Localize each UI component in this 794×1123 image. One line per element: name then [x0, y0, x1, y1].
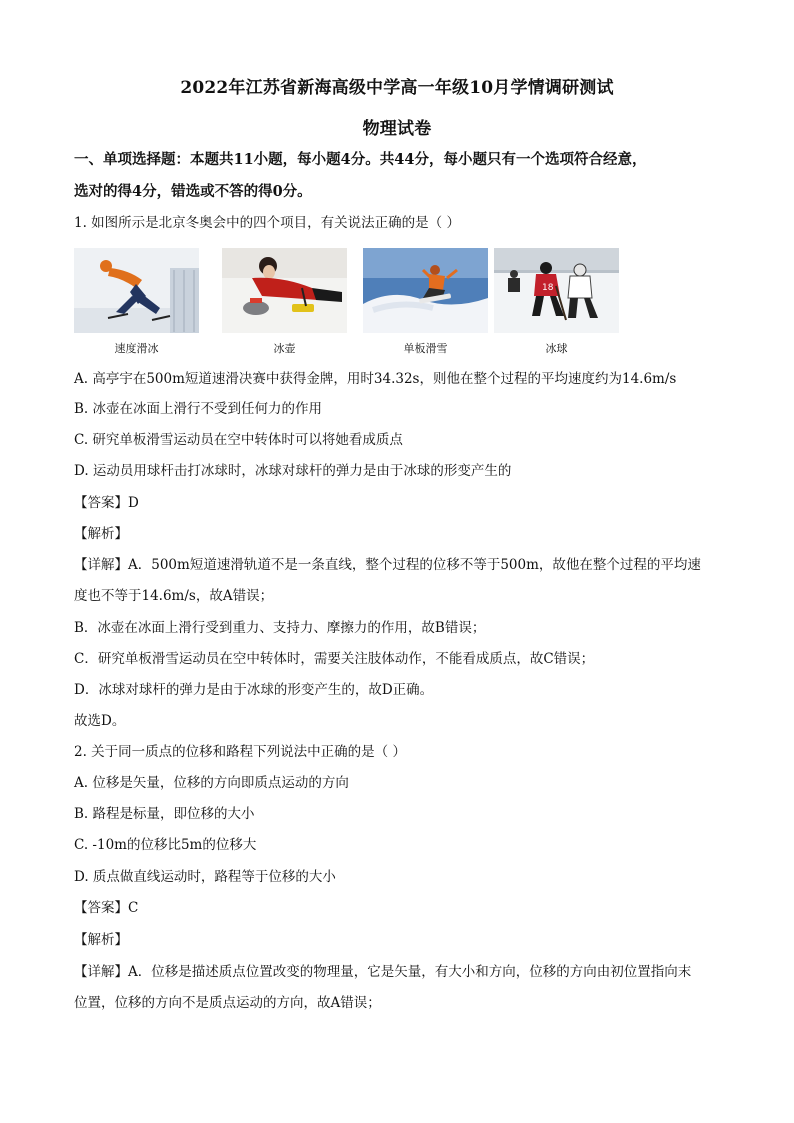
q2-option-b: B. 路程是标量，即位移的大小	[74, 806, 255, 822]
ice-hockey-photo	[494, 248, 619, 333]
q1-analysis-label: 【解析】	[74, 526, 128, 542]
q1-option-a: A. 高亭宇在500m短道速滑决赛中获得金牌，用时34.32s，则他在整个过程的平均速度约为14.6m/s	[74, 371, 677, 387]
q2-analysis-label: 【解析】	[74, 932, 128, 948]
snowboarding-photo	[363, 248, 488, 333]
svg-text:18: 18	[542, 283, 554, 293]
q1-option-d: D. 运动员用球杆击打冰球时，冰球对球杆的弹力是由于冰球的形变产生的	[74, 463, 512, 479]
q2-option-a: A. 位移是矢量，位移的方向即质点运动的方向	[74, 775, 349, 791]
speed-skating-photo	[74, 248, 199, 333]
q1-detail-line1: 【详解】A．500m短道速滑轨道不是一条直线，整个过程的位移不等于500m，故他在整个过程的平均速	[74, 557, 701, 573]
q1-detail-line2: 度也不等于14.6m/s，故A错误；	[74, 588, 274, 604]
q1-option-c: C. 研究单板滑雪运动员在空中转体时可以将她看成质点	[74, 432, 403, 448]
q1-option-b: B. 冰壶在冰面上滑行不受到任何力的作用	[74, 401, 323, 417]
q1-stem: 1. 如图所示是北京冬奥会中的四个项目，有关说法正确的是（ ）	[74, 215, 460, 231]
q1-answer: 【答案】D	[74, 495, 139, 511]
section-heading-line1: 一、单项选择题：本题共11小题，每小题4分。共44分，每小题只有一个选项符合经意，	[74, 151, 647, 168]
q1-detail-d: D．冰球对球杆的弹力是由于冰球的形变产生的，故D正确。	[74, 682, 434, 698]
figure-caption-snowboarding: 单板滑雪	[403, 342, 448, 355]
q2-detail-line1: 【详解】A．位移是描述质点位置改变的物理量，它是矢量，有大小和方向，位移的方向由初位置指向末	[74, 964, 692, 980]
q2-detail-line2: 位置，位移的方向不是质点运动的方向，故A错误；	[74, 995, 381, 1011]
q1-detail-c: C．研究单板滑雪运动员在空中转体时，需要关注肢体动作，不能看成质点，故C错误；	[74, 651, 595, 667]
exam-title: 2022年江苏省新海高级中学高一年级10月学情调研测试	[180, 78, 614, 98]
section-heading-line2: 选对的得4分，错选或不答的得0分。	[74, 183, 312, 200]
q1-conclusion: 故选D。	[74, 713, 126, 729]
q1-detail-b: B．冰壶在冰面上滑行受到重力、支持力、摩擦力的作用，故B错误；	[74, 620, 486, 636]
q2-option-d: D. 质点做直线运动时，路程等于位移的大小	[74, 869, 336, 885]
figure-caption-ice-hockey: 冰球	[545, 342, 568, 355]
q2-option-c: C. -10m的位移比5m的位移大	[74, 837, 257, 853]
q2-stem: 2. 关于同一质点的位移和路程下列说法中正确的是（ ）	[74, 744, 406, 760]
figure-caption-curling: 冰壶	[273, 342, 296, 355]
exam-subtitle: 物理试卷	[362, 119, 432, 139]
curling-photo	[222, 248, 347, 333]
q2-answer: 【答案】C	[74, 900, 139, 916]
figure-caption-speed-skating: 速度滑冰	[114, 342, 159, 355]
